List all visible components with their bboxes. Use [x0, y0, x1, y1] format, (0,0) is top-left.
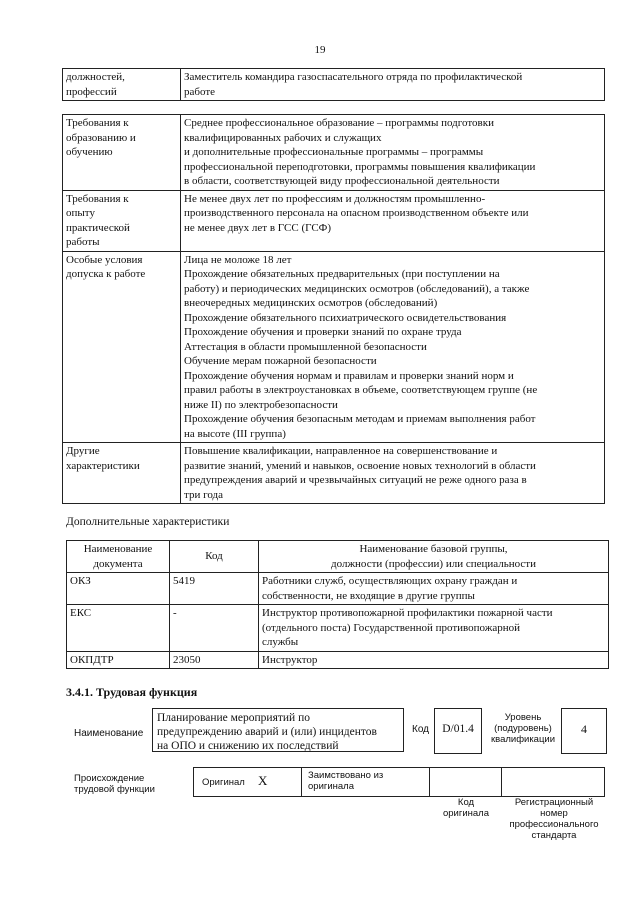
text-line: производственного персонала на опасном производственном объекте или: [184, 207, 529, 219]
text-line: Прохождение обязательных предварительных (при поступлении на: [184, 268, 500, 280]
origin-label: [74, 773, 155, 795]
function-code-box: D/01.4: [434, 708, 482, 754]
text-line: профессиональной переподготовки, программы повышения квалификации: [184, 160, 536, 173]
text-line: три года: [184, 488, 223, 501]
requirement-row: [63, 190, 605, 251]
original-cell: [194, 768, 302, 796]
requirement-row: [63, 251, 605, 443]
text-line: Прохождение обучения нормам и правилам и проверки знаний норм и: [184, 369, 514, 382]
label-line: профессий: [66, 85, 117, 98]
borrowed-label-line: Заимствовано из: [308, 770, 384, 781]
borrowed-cell: [302, 768, 430, 796]
table-row: [67, 605, 609, 652]
text-line: Прохождение обучения и проверки знаний по охране труда: [184, 326, 462, 338]
table-row: [67, 651, 609, 669]
text-line: предупреждения аварий и чрезвычайных ситуаций не реже одного раза в: [184, 474, 527, 486]
caption-line: Код: [457, 797, 475, 808]
text-line: Требования к: [66, 117, 129, 129]
function-name-line: предупреждению аварий и (или) инцидентов: [157, 726, 377, 738]
requirement-value: [181, 190, 605, 251]
job-title-table: [62, 68, 605, 101]
text-line: службы: [262, 636, 299, 648]
text-line: работы: [66, 236, 100, 248]
text-line: опыту: [66, 207, 95, 219]
text-line: не менее двух лет в ГСС (ГСФ): [184, 221, 332, 234]
text-line: и дополнительные профессиональные программы – программы: [184, 146, 484, 158]
page-number: 19: [314, 44, 326, 56]
code-cell: 23050: [170, 651, 259, 669]
document-cell: ОКПДТР: [67, 651, 170, 669]
caption-line: стандарта: [531, 830, 577, 841]
header-code: Код: [170, 541, 259, 573]
text-line: работу) и периодических медицинских осмотров (обследований), а также: [184, 282, 530, 295]
function-name-line: на ОПО и снижению их последствий: [157, 740, 339, 752]
requirement-value: [181, 443, 605, 504]
job-title-label: [63, 69, 181, 101]
text-line: Особые условия: [66, 253, 143, 266]
requirement-value: [181, 251, 605, 443]
level-label-line: квалификации: [490, 734, 556, 745]
labor-function-heading: 3.4.1. Трудовая функция: [66, 685, 198, 699]
table-header-row: [67, 541, 609, 573]
function-name-box: [152, 708, 404, 752]
text-line: собственности, не входящие в другие группы: [262, 589, 475, 602]
header-line: Наименование: [83, 543, 153, 555]
text-line: Обучение мерам пожарной безопасности: [184, 355, 377, 367]
job-title-row: [63, 69, 605, 101]
requirement-row: [63, 443, 605, 504]
group-name-cell: [259, 573, 609, 605]
requirement-row: [63, 115, 605, 191]
text-line: обучению: [66, 146, 113, 158]
group-name-cell: [259, 605, 609, 652]
function-name-line: Планирование мероприятий по: [157, 712, 310, 724]
code-original-cell: [430, 768, 502, 796]
caption-line: оригинала: [442, 808, 489, 819]
code-label: Код: [412, 724, 430, 735]
text-line: развитие знаний, умений и навыков, освоение новых технологий в области: [184, 459, 536, 472]
text-line: правил работы в электроустановках в объеме, соответствующем группе (не: [184, 384, 538, 396]
text-line: допуска к работе: [66, 268, 146, 280]
value-line: Заместитель командира газоспасательного отряда по профилактической: [184, 71, 523, 83]
requirement-label: [63, 115, 181, 191]
header-document: [67, 541, 170, 573]
table-row: [67, 573, 609, 605]
code-cell: -: [170, 605, 259, 652]
text-line: Аттестация в области промышленной безопасности: [184, 340, 427, 353]
group-name-cell: [259, 651, 609, 669]
text-line: Требования к: [66, 192, 129, 205]
header-line: документа: [93, 557, 143, 570]
text-line: Другие: [66, 445, 100, 457]
text-line: Повышение квалификации, направленное на совершенствование и: [184, 445, 498, 457]
text-line: Лица не моложе 18 лет: [184, 253, 292, 266]
text-line: внеочередных медицинских осмотров (обследований): [184, 297, 438, 309]
origin-label-line: трудовой функции: [74, 784, 155, 795]
text-line: характеристики: [66, 459, 140, 472]
reg-number-cell: [502, 768, 602, 796]
level-label: [488, 712, 558, 745]
header-line: Наименование базовой группы,: [359, 543, 508, 555]
code-original-caption: [430, 797, 502, 819]
extra-characteristics-table: [66, 540, 609, 669]
text-line: в области, соответствующей виду профессиональной деятельности: [184, 175, 500, 187]
reg-number-caption: [503, 797, 605, 841]
text-line: на высоте (III группа): [184, 427, 286, 440]
requirement-label: [63, 251, 181, 443]
document-cell: ЕКС: [67, 605, 170, 652]
document-cell: ОКЗ: [67, 573, 170, 605]
level-label-line: Уровень: [504, 712, 542, 723]
qualification-level-box: 4: [561, 708, 607, 754]
text-line: Работники служб, осуществляющих охрану граждан и: [262, 575, 518, 587]
text-line: квалифицированных рабочих и служащих: [184, 131, 382, 144]
original-label: Оригинал: [202, 777, 245, 788]
borrowed-label-line: оригинала: [308, 781, 355, 792]
text-line: Прохождение обязательного психиатрического освидетельствования: [184, 311, 507, 324]
requirement-label: [63, 190, 181, 251]
text-line: Не менее двух лет по профессиям и должностям промышленно-: [184, 192, 486, 205]
text-line: Инструктор: [262, 653, 318, 666]
caption-line: Регистрационный: [514, 797, 594, 808]
caption-line: профессионального: [509, 819, 599, 830]
original-mark: X: [258, 773, 268, 788]
value-line: работе: [184, 85, 216, 98]
function-name-label: Наименование: [74, 728, 144, 739]
text-line: образованию и: [66, 131, 136, 144]
requirements-table: [62, 114, 605, 504]
caption-line: номер: [540, 808, 568, 819]
header-group: [259, 541, 609, 573]
code-cell: 5419: [170, 573, 259, 605]
text-line: Прохождение обучения безопасным методам и приемам выполнения работ: [184, 413, 536, 425]
text-line: Инструктор противопожарной профилактики пожарной части: [262, 607, 553, 619]
text-line: Среднее профессиональное образование – программы подготовки: [184, 117, 494, 129]
header-line: должности (профессии) или специальности: [331, 557, 536, 570]
origin-label-line: Происхождение: [74, 773, 145, 784]
text-line: (отдельного поста) Государственной противопожарной: [262, 621, 521, 634]
job-title-value: [181, 69, 605, 101]
text-line: ниже II) по электробезопасности: [184, 398, 338, 411]
requirement-label: [63, 443, 181, 504]
borrowed-label: [308, 770, 383, 792]
label-line: должностей,: [66, 71, 125, 83]
origin-row: [193, 767, 605, 797]
requirement-value: [181, 115, 605, 191]
extra-characteristics-caption: Дополнительные характеристики: [66, 516, 230, 528]
text-line: практической: [66, 221, 130, 234]
level-label-line: (подуровень): [494, 723, 552, 734]
